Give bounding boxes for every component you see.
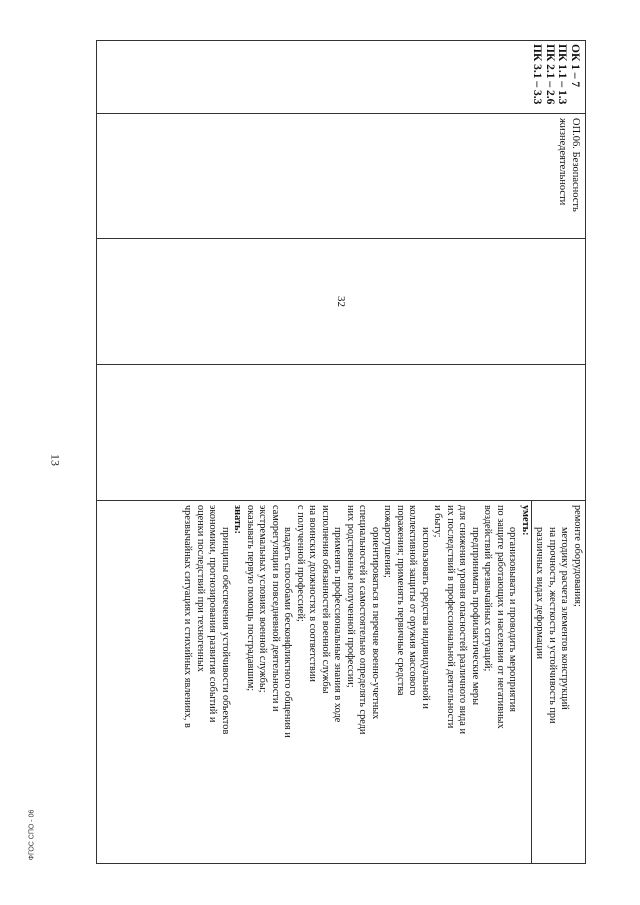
content-line: с полученной профессией; — [295, 505, 306, 622]
content-line: воздействий чрезвычайных ситуаций; — [482, 505, 494, 672]
page-number: 13 — [48, 454, 63, 466]
hours-value: 32 — [335, 296, 347, 307]
competencies-cell — [97, 41, 586, 114]
content-line: различных видах деформации — [534, 527, 546, 659]
content-line: поражения; применять первичные средства — [395, 505, 406, 696]
content-line: них родственные полученной профессии; — [345, 505, 356, 688]
content-line: их последствий в профессиональной деятельности — [445, 505, 456, 729]
footer-code: ФГОС СПО - 06 — [28, 809, 36, 861]
hours-cell — [97, 239, 586, 365]
content-line: ориентироваться в перечне военно-учетных — [370, 527, 381, 720]
subject-cell — [97, 114, 586, 239]
content-line: исполнения обязанностей военной службы — [320, 505, 331, 694]
row-divider — [531, 501, 532, 863]
content-line: экстремальных условиях военной службы; — [257, 505, 269, 693]
content-line: коллективной защиты от оружия массового — [407, 505, 419, 696]
standards-table-rotated — [96, 40, 586, 858]
content-line: специальностей и самостоятельно определять среди — [357, 505, 369, 735]
content-line: на воинских должностях в соответствии — [307, 505, 319, 682]
competency-code: ПК 3.1 – 3.3 — [531, 44, 544, 105]
content-line: для снижения уровня опасностей различного вида и — [457, 505, 469, 734]
competency-code: ПК 2.1 – 2.6 — [544, 44, 556, 105]
competency-code: ОК 1 – 7 — [569, 44, 581, 88]
content-line: организовывать и проводить мероприятия — [507, 527, 519, 712]
content-line: на прочность, жесткость и устойчивость при — [547, 527, 558, 724]
table-row — [97, 41, 586, 864]
standards-table — [96, 40, 586, 864]
content-line: оценки последствий при техногенных — [195, 505, 206, 672]
content-line: владеть способами бесконфликтного общения и — [282, 527, 294, 738]
content-line: принципы обеспечения устойчивости объектов — [220, 527, 231, 735]
skills-heading: уметь: — [520, 505, 531, 536]
content-block — [179, 501, 585, 863]
content-line: саморегуляции в повседневной деятельности и — [270, 505, 281, 712]
content-line: методику расчета элементов конструкций — [559, 527, 571, 710]
knowledge-heading: знать: — [232, 505, 244, 534]
content-cell — [97, 501, 586, 864]
subject-name: ОП.06. Безопасность жизнедеятельности — [557, 118, 581, 212]
content-line: и быту; — [432, 505, 444, 538]
content-line: экономики, прогнозирования развития событий и — [207, 505, 219, 723]
empty-cell — [97, 365, 586, 501]
content-line: использовать средства индивидуальной и — [420, 527, 431, 709]
content-line: чрезвычайных ситуациях и стихийных явлениях, в — [182, 505, 194, 728]
content-line: пожаротушения; — [382, 505, 394, 578]
content-line: оказывать первую помощь пострадавшим; — [245, 505, 256, 692]
competency-code: ПК 1.1 – 1.3 — [556, 44, 569, 105]
content-line: по защите работающих и населения от негативных — [495, 505, 506, 729]
content-line: предпринимать профилактические меры — [470, 527, 481, 706]
content-line: применять профессиональные знания в ходе — [332, 527, 344, 723]
content-line: ремонте оборудования; — [572, 505, 583, 607]
